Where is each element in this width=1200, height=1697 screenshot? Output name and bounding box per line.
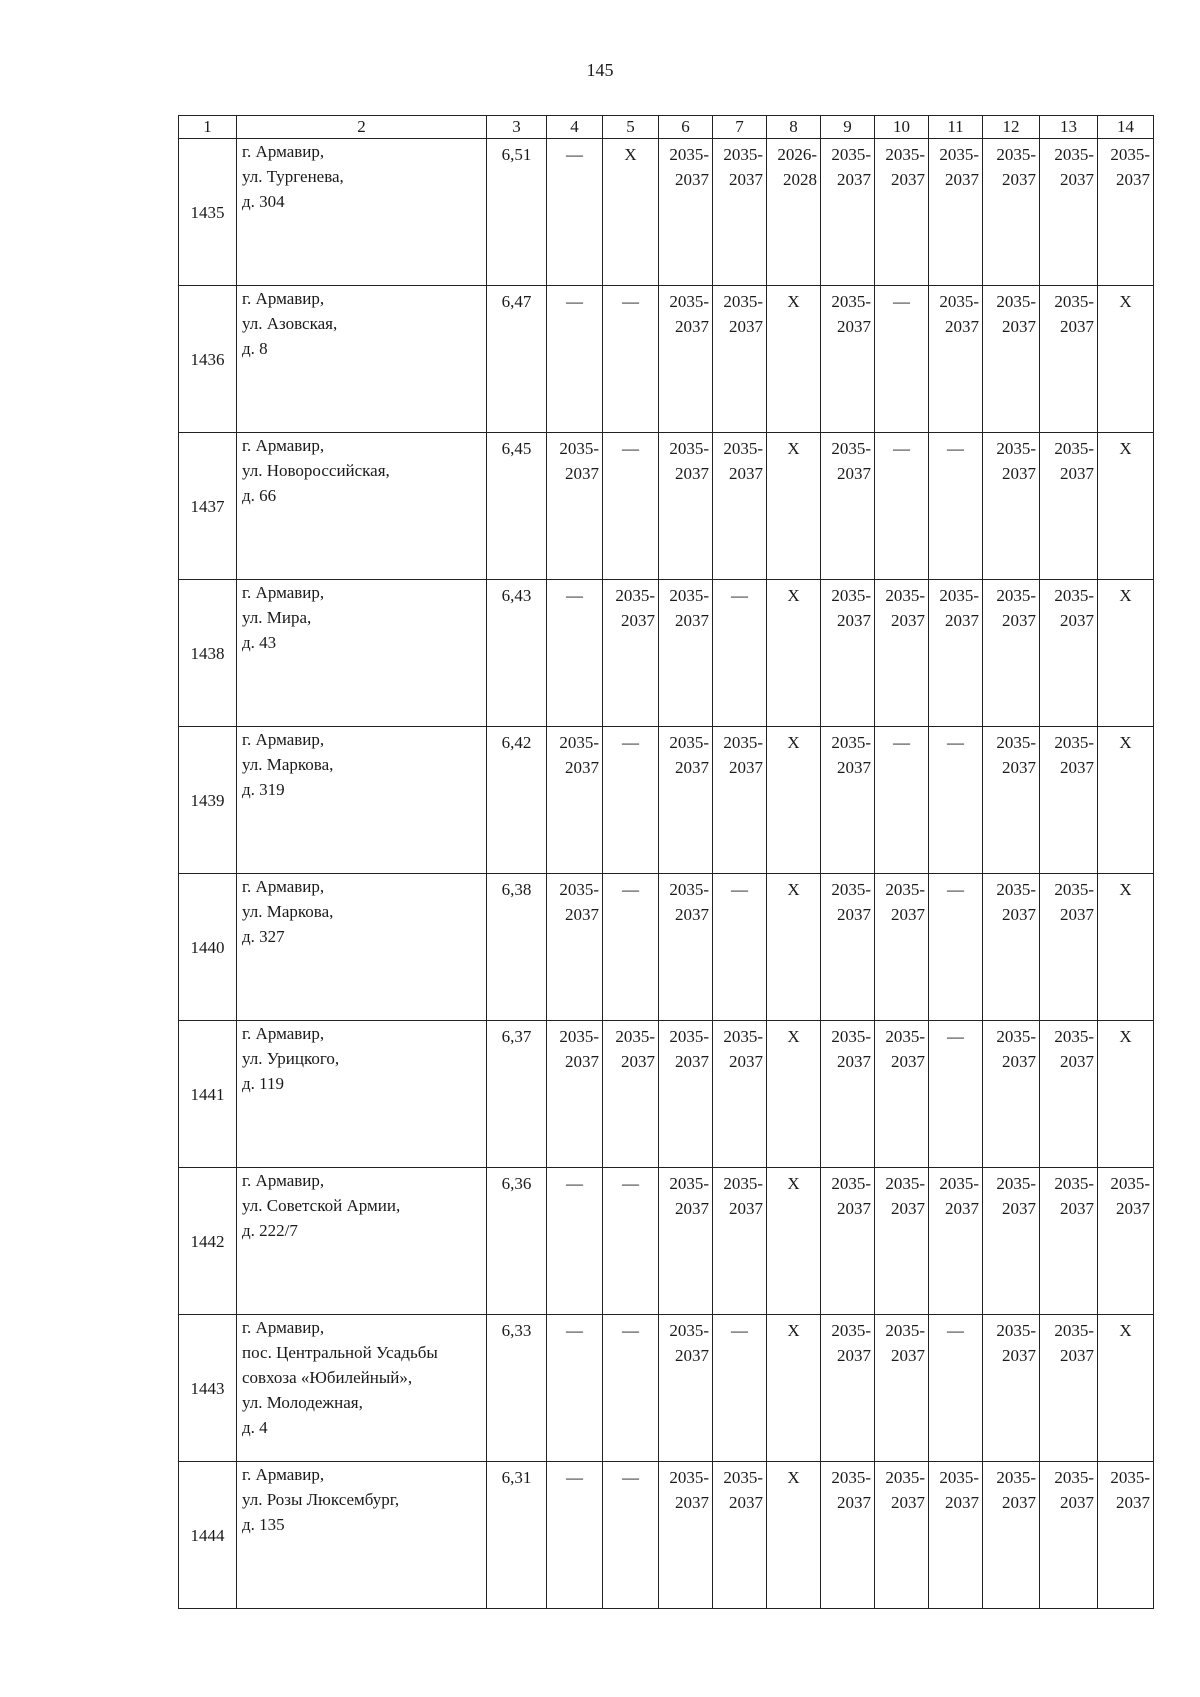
period-cell-col-7: 2035- 2037	[713, 286, 767, 433]
column-header-13: 13	[1040, 116, 1098, 139]
period-cell-col-6: 2035- 2037	[659, 1462, 713, 1609]
period-cell-col-7: —	[713, 580, 767, 727]
address-line: ул. Молодежная,	[242, 1393, 363, 1412]
period-cell-col-14: X	[1098, 727, 1154, 874]
table-row	[179, 433, 1154, 580]
address-line: г. Армавир,	[242, 877, 325, 896]
period-cell-col-10: 2035- 2037	[875, 874, 929, 1021]
column-header-12: 12	[983, 116, 1040, 139]
address-cell	[237, 727, 487, 874]
period-cell-col-14: X	[1098, 433, 1154, 580]
period-cell-col-8: X	[767, 727, 821, 874]
period-cell-col-6: 2035- 2037	[659, 1168, 713, 1315]
score-cell: 6,43	[487, 580, 547, 727]
period-cell-col-11: 2035- 2037	[929, 1168, 983, 1315]
period-cell-col-12: 2035- 2037	[983, 1021, 1040, 1168]
period-cell-col-10: 2035- 2037	[875, 139, 929, 286]
row-number: 1444	[179, 1462, 237, 1609]
address-cell	[237, 1168, 487, 1315]
period-cell-col-13: 2035- 2037	[1040, 286, 1098, 433]
address-line: ул. Новороссийская,	[242, 461, 390, 480]
period-cell-col-5: —	[603, 433, 659, 580]
period-cell-col-5: 2035- 2037	[603, 580, 659, 727]
address-line: д. 304	[242, 192, 285, 211]
address-line: ул. Азовская,	[242, 314, 338, 333]
row-number: 1440	[179, 874, 237, 1021]
period-cell-col-11: —	[929, 874, 983, 1021]
address-line: д. 319	[242, 780, 285, 799]
period-cell-col-8: X	[767, 1021, 821, 1168]
column-header-6: 6	[659, 116, 713, 139]
period-cell-col-4: —	[547, 139, 603, 286]
address-line: г. Армавир,	[242, 142, 325, 161]
address-line: пос. Центральной Усадьбы	[242, 1343, 438, 1362]
period-cell-col-11: 2035- 2037	[929, 580, 983, 727]
period-cell-col-10: 2035- 2037	[875, 1462, 929, 1609]
period-cell-col-8: X	[767, 286, 821, 433]
period-cell-col-9: 2035- 2037	[821, 433, 875, 580]
period-cell-col-12: 2035- 2037	[983, 727, 1040, 874]
period-cell-col-9: 2035- 2037	[821, 1462, 875, 1609]
column-header-2: 2	[237, 116, 487, 139]
address-line: ул. Урицкого,	[242, 1049, 340, 1068]
column-header-11: 11	[929, 116, 983, 139]
period-cell-col-7: 2035- 2037	[713, 1462, 767, 1609]
period-cell-col-9: 2035- 2037	[821, 139, 875, 286]
table-row	[179, 1168, 1154, 1315]
address-line: совхоза «Юбилейный»,	[242, 1368, 413, 1387]
period-cell-col-9: 2035- 2037	[821, 727, 875, 874]
period-cell-col-12: 2035- 2037	[983, 433, 1040, 580]
period-cell-col-5: —	[603, 727, 659, 874]
score-cell: 6,38	[487, 874, 547, 1021]
period-cell-col-5: —	[603, 1315, 659, 1462]
row-number: 1441	[179, 1021, 237, 1168]
address-cell	[237, 1462, 487, 1609]
address-line: ул. Тургенева,	[242, 167, 344, 186]
address-line: д. 119	[242, 1074, 285, 1093]
period-cell-col-7: 2035- 2037	[713, 727, 767, 874]
period-cell-col-7: 2035- 2037	[713, 1168, 767, 1315]
period-cell-col-4: 2035- 2037	[547, 727, 603, 874]
period-cell-col-14: X	[1098, 286, 1154, 433]
period-cell-col-13: 2035- 2037	[1040, 1315, 1098, 1462]
period-cell-col-13: 2035- 2037	[1040, 874, 1098, 1021]
period-cell-col-8: X	[767, 1168, 821, 1315]
period-cell-col-13: 2035- 2037	[1040, 1462, 1098, 1609]
column-header-9: 9	[821, 116, 875, 139]
address-line: ул. Маркова,	[242, 755, 334, 774]
address-cell	[237, 433, 487, 580]
table-row	[179, 1021, 1154, 1168]
column-header-1: 1	[179, 116, 237, 139]
column-header-10: 10	[875, 116, 929, 139]
period-cell-col-11: 2035- 2037	[929, 139, 983, 286]
period-cell-col-7: —	[713, 1315, 767, 1462]
score-cell: 6,33	[487, 1315, 547, 1462]
address-line: д. 4	[242, 1418, 268, 1437]
period-cell-col-5: —	[603, 1168, 659, 1315]
address-line: ул. Маркова,	[242, 902, 334, 921]
period-cell-col-13: 2035- 2037	[1040, 580, 1098, 727]
period-cell-col-7: 2035- 2037	[713, 139, 767, 286]
period-cell-col-14: 2035- 2037	[1098, 1168, 1154, 1315]
row-number: 1435	[179, 139, 237, 286]
column-header-4: 4	[547, 116, 603, 139]
period-cell-col-10: —	[875, 433, 929, 580]
address-cell	[237, 874, 487, 1021]
address-line: г. Армавир,	[242, 730, 325, 749]
address-line: ул. Советской Армии,	[242, 1196, 401, 1215]
address-cell	[237, 1021, 487, 1168]
address-line: ул. Розы Люксембург,	[242, 1490, 400, 1509]
row-number: 1436	[179, 286, 237, 433]
period-cell-col-5: 2035- 2037	[603, 1021, 659, 1168]
address-line: г. Армавир,	[242, 583, 325, 602]
period-cell-col-14: X	[1098, 1021, 1154, 1168]
table-header	[179, 116, 1154, 139]
period-cell-col-10: —	[875, 727, 929, 874]
period-cell-col-10: 2035- 2037	[875, 580, 929, 727]
period-cell-col-9: 2035- 2037	[821, 1021, 875, 1168]
period-cell-col-12: 2035- 2037	[983, 139, 1040, 286]
period-cell-col-11: —	[929, 727, 983, 874]
row-number: 1439	[179, 727, 237, 874]
column-header-14: 14	[1098, 116, 1154, 139]
period-cell-col-8: X	[767, 1315, 821, 1462]
table-row	[179, 286, 1154, 433]
period-cell-col-4: —	[547, 1168, 603, 1315]
row-number: 1437	[179, 433, 237, 580]
period-cell-col-6: 2035- 2037	[659, 1315, 713, 1462]
address-line: д. 66	[242, 486, 277, 505]
period-cell-col-11: —	[929, 1021, 983, 1168]
period-cell-col-12: 2035- 2037	[983, 1168, 1040, 1315]
period-cell-col-11: —	[929, 433, 983, 580]
address-cell	[237, 580, 487, 727]
period-cell-col-4: —	[547, 1462, 603, 1609]
period-cell-col-9: 2035- 2037	[821, 1168, 875, 1315]
table-row	[179, 1462, 1154, 1609]
period-cell-col-7: —	[713, 874, 767, 1021]
period-cell-col-7: 2035- 2037	[713, 433, 767, 580]
score-cell: 6,45	[487, 433, 547, 580]
table-row	[179, 727, 1154, 874]
period-cell-col-10: —	[875, 286, 929, 433]
address-line: ул. Мира,	[242, 608, 312, 627]
page-number: 145	[586, 60, 614, 80]
period-cell-col-12: 2035- 2037	[983, 1315, 1040, 1462]
period-cell-col-12: 2035- 2037	[983, 580, 1040, 727]
period-cell-col-14: X	[1098, 874, 1154, 1021]
period-cell-col-4: 2035- 2037	[547, 874, 603, 1021]
period-cell-col-4: —	[547, 286, 603, 433]
period-cell-col-6: 2035- 2037	[659, 139, 713, 286]
period-cell-col-6: 2035- 2037	[659, 580, 713, 727]
period-cell-col-9: 2035- 2037	[821, 874, 875, 1021]
address-cell	[237, 139, 487, 286]
period-cell-col-6: 2035- 2037	[659, 433, 713, 580]
period-cell-col-5: —	[603, 874, 659, 1021]
row-number: 1438	[179, 580, 237, 727]
table-row	[179, 580, 1154, 727]
header-row	[179, 116, 1154, 139]
address-line: д. 135	[242, 1515, 285, 1534]
score-cell: 6,47	[487, 286, 547, 433]
period-cell-col-8: 2026- 2028	[767, 139, 821, 286]
period-cell-col-13: 2035- 2037	[1040, 1168, 1098, 1315]
address-line: г. Армавир,	[242, 289, 325, 308]
address-line: г. Армавир,	[242, 1465, 325, 1484]
period-cell-col-11: —	[929, 1315, 983, 1462]
column-header-5: 5	[603, 116, 659, 139]
period-cell-col-11: 2035- 2037	[929, 286, 983, 433]
address-line: д. 43	[242, 633, 277, 652]
score-cell: 6,42	[487, 727, 547, 874]
address-cell	[237, 286, 487, 433]
table-body	[179, 139, 1154, 1609]
period-cell-col-12: 2035- 2037	[983, 286, 1040, 433]
period-cell-col-10: 2035- 2037	[875, 1021, 929, 1168]
period-cell-col-4: —	[547, 580, 603, 727]
period-cell-col-13: 2035- 2037	[1040, 727, 1098, 874]
period-cell-col-4: 2035- 2037	[547, 433, 603, 580]
period-cell-col-11: 2035- 2037	[929, 1462, 983, 1609]
address-line: г. Армавир,	[242, 436, 325, 455]
period-cell-col-5: X	[603, 139, 659, 286]
period-cell-col-4: 2035- 2037	[547, 1021, 603, 1168]
column-header-7: 7	[713, 116, 767, 139]
period-cell-col-6: 2035- 2037	[659, 727, 713, 874]
period-cell-col-12: 2035- 2037	[983, 1462, 1040, 1609]
period-cell-col-5: —	[603, 286, 659, 433]
address-line: г. Армавир,	[242, 1024, 325, 1043]
period-cell-col-6: 2035- 2037	[659, 1021, 713, 1168]
address-line: д. 8	[242, 339, 268, 358]
period-cell-col-12: 2035- 2037	[983, 874, 1040, 1021]
period-cell-col-6: 2035- 2037	[659, 286, 713, 433]
table-row	[179, 874, 1154, 1021]
register-table	[178, 115, 1154, 1609]
period-cell-col-9: 2035- 2037	[821, 286, 875, 433]
period-cell-col-14: X	[1098, 1315, 1154, 1462]
score-cell: 6,36	[487, 1168, 547, 1315]
address-line: г. Армавир,	[242, 1171, 325, 1190]
address-line: г. Армавир,	[242, 1318, 325, 1337]
score-cell: 6,37	[487, 1021, 547, 1168]
period-cell-col-8: X	[767, 580, 821, 727]
table-row	[179, 139, 1154, 286]
period-cell-col-14: X	[1098, 580, 1154, 727]
period-cell-col-8: X	[767, 433, 821, 580]
period-cell-col-14: 2035- 2037	[1098, 1462, 1154, 1609]
period-cell-col-14: 2035- 2037	[1098, 139, 1154, 286]
row-number: 1443	[179, 1315, 237, 1462]
period-cell-col-6: 2035- 2037	[659, 874, 713, 1021]
address-cell	[237, 1315, 487, 1462]
score-cell: 6,51	[487, 139, 547, 286]
period-cell-col-10: 2035- 2037	[875, 1315, 929, 1462]
column-header-8: 8	[767, 116, 821, 139]
period-cell-col-5: —	[603, 1462, 659, 1609]
period-cell-col-9: 2035- 2037	[821, 580, 875, 727]
address-line: д. 222/7	[242, 1221, 298, 1240]
period-cell-col-4: —	[547, 1315, 603, 1462]
period-cell-col-10: 2035- 2037	[875, 1168, 929, 1315]
period-cell-col-8: X	[767, 1462, 821, 1609]
period-cell-col-9: 2035- 2037	[821, 1315, 875, 1462]
column-header-3: 3	[487, 116, 547, 139]
row-number: 1442	[179, 1168, 237, 1315]
period-cell-col-7: 2035- 2037	[713, 1021, 767, 1168]
period-cell-col-13: 2035- 2037	[1040, 139, 1098, 286]
table-row	[179, 1315, 1154, 1462]
score-cell: 6,31	[487, 1462, 547, 1609]
period-cell-col-13: 2035- 2037	[1040, 1021, 1098, 1168]
period-cell-col-13: 2035- 2037	[1040, 433, 1098, 580]
address-line: д. 327	[242, 927, 285, 946]
period-cell-col-8: X	[767, 874, 821, 1021]
